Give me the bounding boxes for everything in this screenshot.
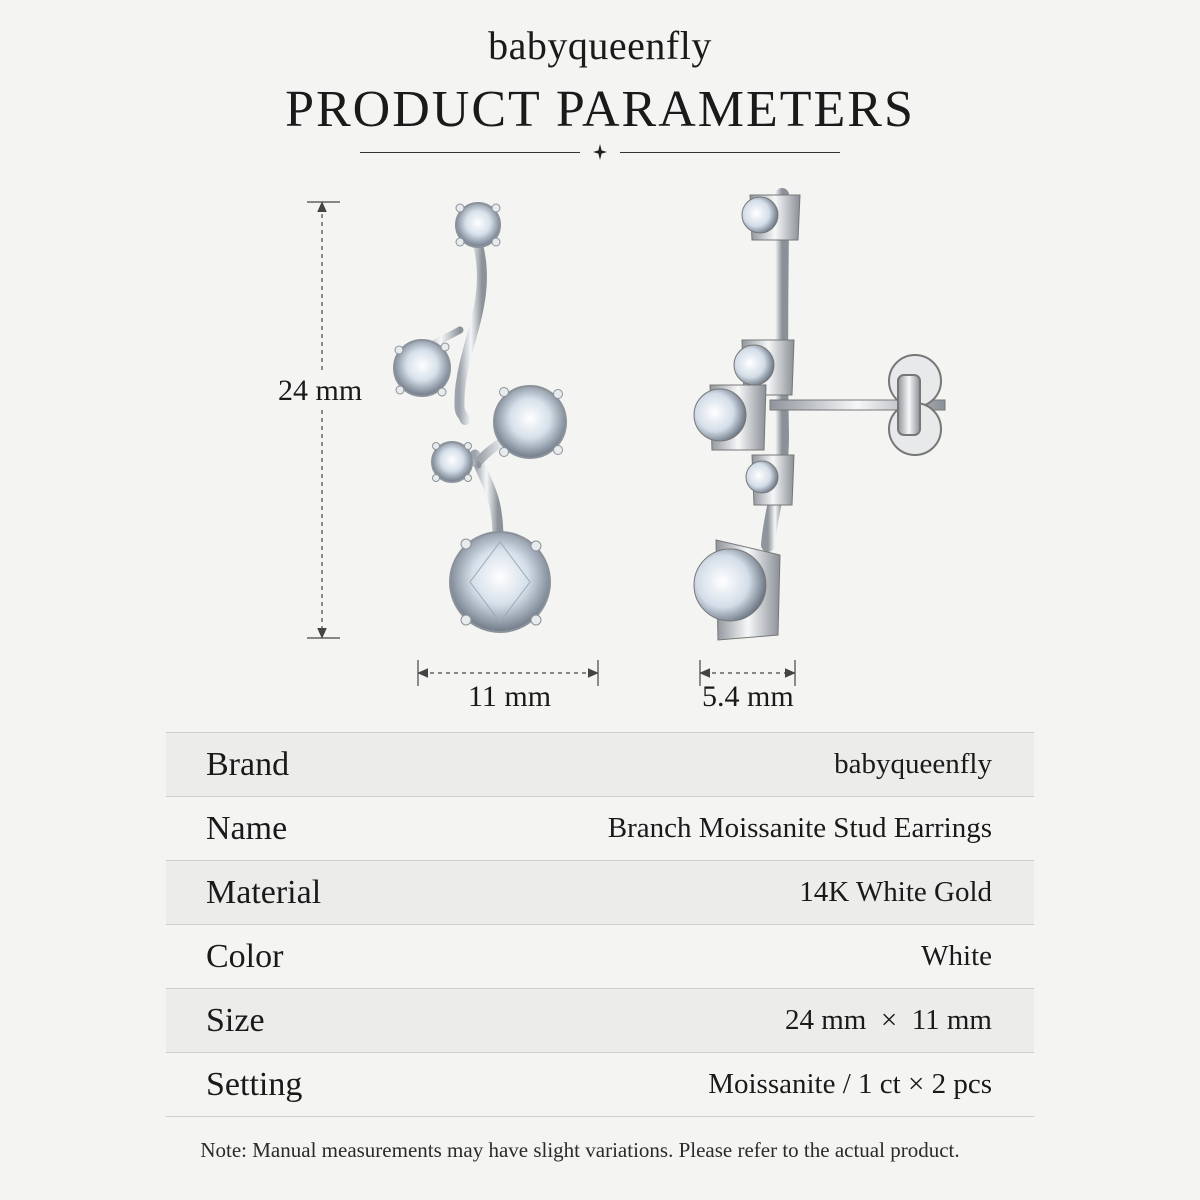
spec-row-brand [166, 733, 1034, 797]
spec-key: Name [206, 809, 288, 847]
disclaimer-note: Note: Manual measurements may have slight variations. Please refer to the actual product. [200, 1138, 960, 1162]
spec-value: Moissanite / 1 ct × 2 pcs [708, 1068, 992, 1100]
spec-value: White [921, 940, 992, 972]
spec-row-setting [166, 1053, 1034, 1117]
spec-value: 24 mm × 11 mm [784, 1004, 992, 1036]
page-title: PRODUCT PARAMETERS [285, 81, 915, 138]
width-dimension-label: 11 mm [468, 680, 552, 713]
spec-table [166, 732, 1034, 1117]
earring-front-view-image [380, 190, 580, 640]
spec-row-size [166, 989, 1034, 1053]
spec-value: babyqueenfly [834, 748, 992, 780]
height-dimension-label: 24 mm [278, 374, 363, 407]
spec-key: Material [206, 873, 322, 911]
spec-key: Setting [206, 1065, 303, 1103]
spec-key: Brand [206, 745, 290, 783]
spec-key: Color [206, 937, 284, 975]
spec-row-color [166, 925, 1034, 989]
earring-side-view-image [690, 185, 960, 650]
spec-row-material [166, 861, 1034, 925]
spec-row-name [166, 797, 1034, 861]
brand-name: babyqueenfly [488, 23, 712, 68]
spec-value: 14K White Gold [799, 876, 992, 908]
spec-value: Branch Moissanite Stud Earrings [607, 812, 992, 844]
spec-key: Size [206, 1001, 265, 1039]
depth-dimension-label: 5.4 mm [702, 680, 794, 713]
